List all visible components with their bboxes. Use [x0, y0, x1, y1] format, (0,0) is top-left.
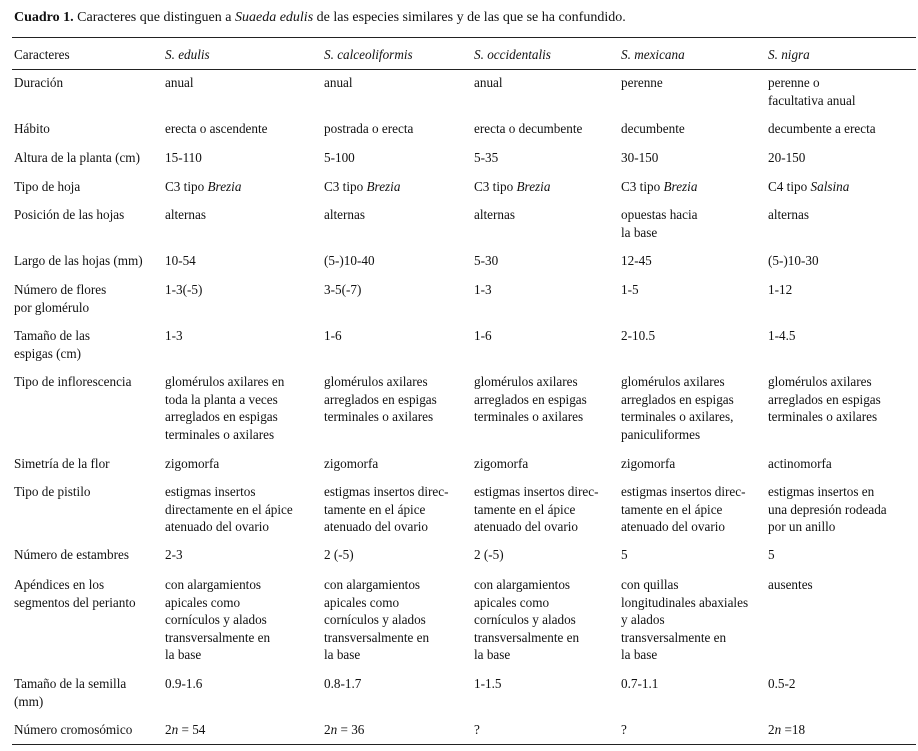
row-character-label: Hábito — [14, 121, 50, 136]
cell-text-suffix: = 54 — [178, 722, 206, 737]
table-cell — [474, 178, 550, 196]
cell-text: C3 tipo — [165, 179, 205, 194]
table-cell: ? — [621, 722, 627, 737]
caption-species: Suaeda edulis — [234, 10, 314, 25]
table-cell: 2 (-5) — [474, 547, 504, 562]
table-cell: 30-150 — [621, 150, 659, 165]
table-cell — [768, 178, 849, 196]
table-cell: glomérulos axilares en toda la planta a veces arreglados en espigas terminales o axilares — [165, 374, 285, 442]
cell-text: C4 tipo — [768, 179, 808, 194]
cell-italic-text: Brezia — [366, 179, 401, 194]
table-cell — [324, 721, 364, 739]
cell-italic-text: Brezia — [663, 179, 698, 194]
cell-italic-text: n — [774, 722, 782, 737]
row-character-label: Altura de la planta (cm) — [14, 150, 140, 165]
table-cell — [324, 178, 400, 196]
table-cell: estigmas insertos direc- tamente en el ápice atenuado del ovario — [474, 484, 599, 535]
table-cell: 0.8-1.7 — [324, 676, 362, 691]
table-cell: 1-6 — [324, 328, 342, 343]
table-cell: estigmas insertos directamente en el ápice atenuado del ovario — [165, 484, 293, 535]
row-character-label: Tamaño de la semilla (mm) — [14, 676, 127, 709]
table-cell: anual — [324, 75, 353, 90]
table-cell: opuestas hacia la base — [621, 207, 698, 240]
table-cell: 2-3 — [165, 547, 183, 562]
table-cell: estigmas insertos direc- tamente en el ápice atenuado del ovario — [324, 484, 449, 535]
header-characters: Caracteres — [14, 47, 70, 62]
table-cell: 0.7-1.1 — [621, 676, 659, 691]
table-cell: alternas — [474, 207, 516, 222]
caption-label: Cuadro 1. — [14, 10, 74, 25]
cell-italic-text: Brezia — [207, 179, 242, 194]
table-cell: zigomorfa — [621, 456, 676, 471]
table-cell: estigmas insertos en una depresión rodeada por un anillo — [768, 484, 887, 535]
header-species: S. nigra — [768, 47, 810, 62]
table-cell: (5-)10-30 — [768, 253, 819, 268]
table-cell: zigomorfa — [324, 456, 379, 471]
caption-text-before: Caracteres que distinguen a — [77, 10, 232, 25]
table-cell: 10-54 — [165, 253, 196, 268]
row-character-label: Tipo de inflorescencia — [14, 374, 132, 389]
table-cell: (5-)10-40 — [324, 253, 375, 268]
cell-italic-text: n — [330, 722, 338, 737]
table-cell: glomérulos axilares arreglados en espigas terminales o axilares — [324, 374, 437, 425]
row-character-label: Largo de las hojas (mm) — [14, 253, 143, 268]
table-cell: con quillas longitudinales abaxiales y alados transversalmente en la base — [621, 577, 749, 663]
table-cell: 5-30 — [474, 253, 499, 268]
table-cell: zigomorfa — [474, 456, 529, 471]
cell-text: 2 — [768, 722, 775, 737]
table-cell: perenne — [621, 75, 663, 90]
table-cell: con alargamientos apicales como cornículos y alados transversalmente en la base — [324, 577, 430, 663]
table-cell: 1-3(-5) — [165, 282, 203, 297]
table-cell: anual — [474, 75, 503, 90]
caption-text-after: de las especies similares y de las que se ha confundido. — [316, 10, 626, 25]
table-cell: 0.5-2 — [768, 676, 796, 691]
table-top-rule — [12, 37, 916, 38]
table-caption — [14, 9, 626, 27]
table-cell: anual — [165, 75, 194, 90]
table-cell: decumbente a erecta — [768, 121, 876, 136]
row-character-label: Duración — [14, 75, 64, 90]
table-cell — [768, 721, 805, 739]
table-cell: erecta o decumbente — [474, 121, 583, 136]
row-character-label: Simetría de la flor — [14, 456, 110, 471]
header-species: S. edulis — [165, 47, 210, 62]
table-cell: glomérulos axilares arreglados en espigas terminales o axilares — [768, 374, 881, 425]
cell-italic-text: Brezia — [516, 179, 551, 194]
row-character-label: Número cromosómico — [14, 722, 133, 737]
header-species: S. mexicana — [621, 47, 685, 62]
table-cell: ? — [474, 722, 480, 737]
header-species: S. occidentalis — [474, 47, 551, 62]
cell-text-suffix: =18 — [781, 722, 806, 737]
row-character-label: Apéndices en los segmentos del perianto — [14, 577, 136, 610]
table-cell: 15-110 — [165, 150, 202, 165]
row-character-label: Número de estambres — [14, 547, 129, 562]
table-cell: 5-100 — [324, 150, 355, 165]
table-cell: alternas — [165, 207, 207, 222]
row-character-label: Posición de las hojas — [14, 207, 125, 222]
table-cell — [621, 178, 697, 196]
table-cell: alternas — [768, 207, 810, 222]
table-cell: 1-12 — [768, 282, 793, 297]
table-cell: 20-150 — [768, 150, 806, 165]
header-species: S. calceoliformis — [324, 47, 413, 62]
table-cell: 1-5 — [621, 282, 639, 297]
row-character-label: Tipo de hoja — [14, 179, 81, 194]
table-cell: con alargamientos apicales como cornículos y alados transversalmente en la base — [165, 577, 271, 663]
table-cell: 2 (-5) — [324, 547, 354, 562]
cell-italic-text: Salsina — [810, 179, 850, 194]
cell-italic-text: n — [171, 722, 179, 737]
table-cell: 1-3 — [165, 328, 183, 343]
cell-text: C3 tipo — [621, 179, 661, 194]
table-cell: zigomorfa — [165, 456, 220, 471]
table-cell: glomérulos axilares arreglados en espigas terminales o axilares, paniculiformes — [621, 374, 734, 442]
table-cell: 3-5(-7) — [324, 282, 362, 297]
table-cell: postrada o erecta — [324, 121, 414, 136]
table-cell: actinomorfa — [768, 456, 832, 471]
table-cell: 1-4.5 — [768, 328, 796, 343]
table-cell: 2-10.5 — [621, 328, 656, 343]
table-cell: con alargamientos apicales como cornículos y alados transversalmente en la base — [474, 577, 580, 663]
table-cell: perenne o facultativa anual — [768, 75, 856, 108]
cell-text: C3 tipo — [474, 179, 514, 194]
cell-text: C3 tipo — [324, 179, 364, 194]
row-character-label: Tipo de pistilo — [14, 484, 91, 499]
table-cell: estigmas insertos direc- tamente en el ápice atenuado del ovario — [621, 484, 746, 535]
table-cell: alternas — [324, 207, 366, 222]
cell-text: 2 — [165, 722, 172, 737]
table-cell: glomérulos axilares arreglados en espigas terminales o axilares — [474, 374, 587, 425]
row-character-label: Número de flores por glomérulo — [14, 282, 107, 315]
table-cell — [165, 178, 241, 196]
table-cell: 1-6 — [474, 328, 492, 343]
table-cell: 0.9-1.6 — [165, 676, 203, 691]
cell-text-suffix: = 36 — [337, 722, 365, 737]
table-bottom-rule — [12, 744, 916, 745]
table-cell: 1-1.5 — [474, 676, 502, 691]
table-cell: 5 — [768, 547, 775, 562]
table-cell: ausentes — [768, 577, 813, 592]
row-character-label: Tamaño de las espigas (cm) — [14, 328, 90, 361]
table-cell: 12-45 — [621, 253, 652, 268]
table-cell: 1-3 — [474, 282, 492, 297]
table-cell: erecta o ascendente — [165, 121, 268, 136]
table-header-rule — [12, 69, 916, 70]
cell-text: 2 — [324, 722, 331, 737]
table-cell: 5-35 — [474, 150, 499, 165]
table-cell — [165, 721, 205, 739]
table-cell: 5 — [621, 547, 628, 562]
table-cell: decumbente — [621, 121, 685, 136]
